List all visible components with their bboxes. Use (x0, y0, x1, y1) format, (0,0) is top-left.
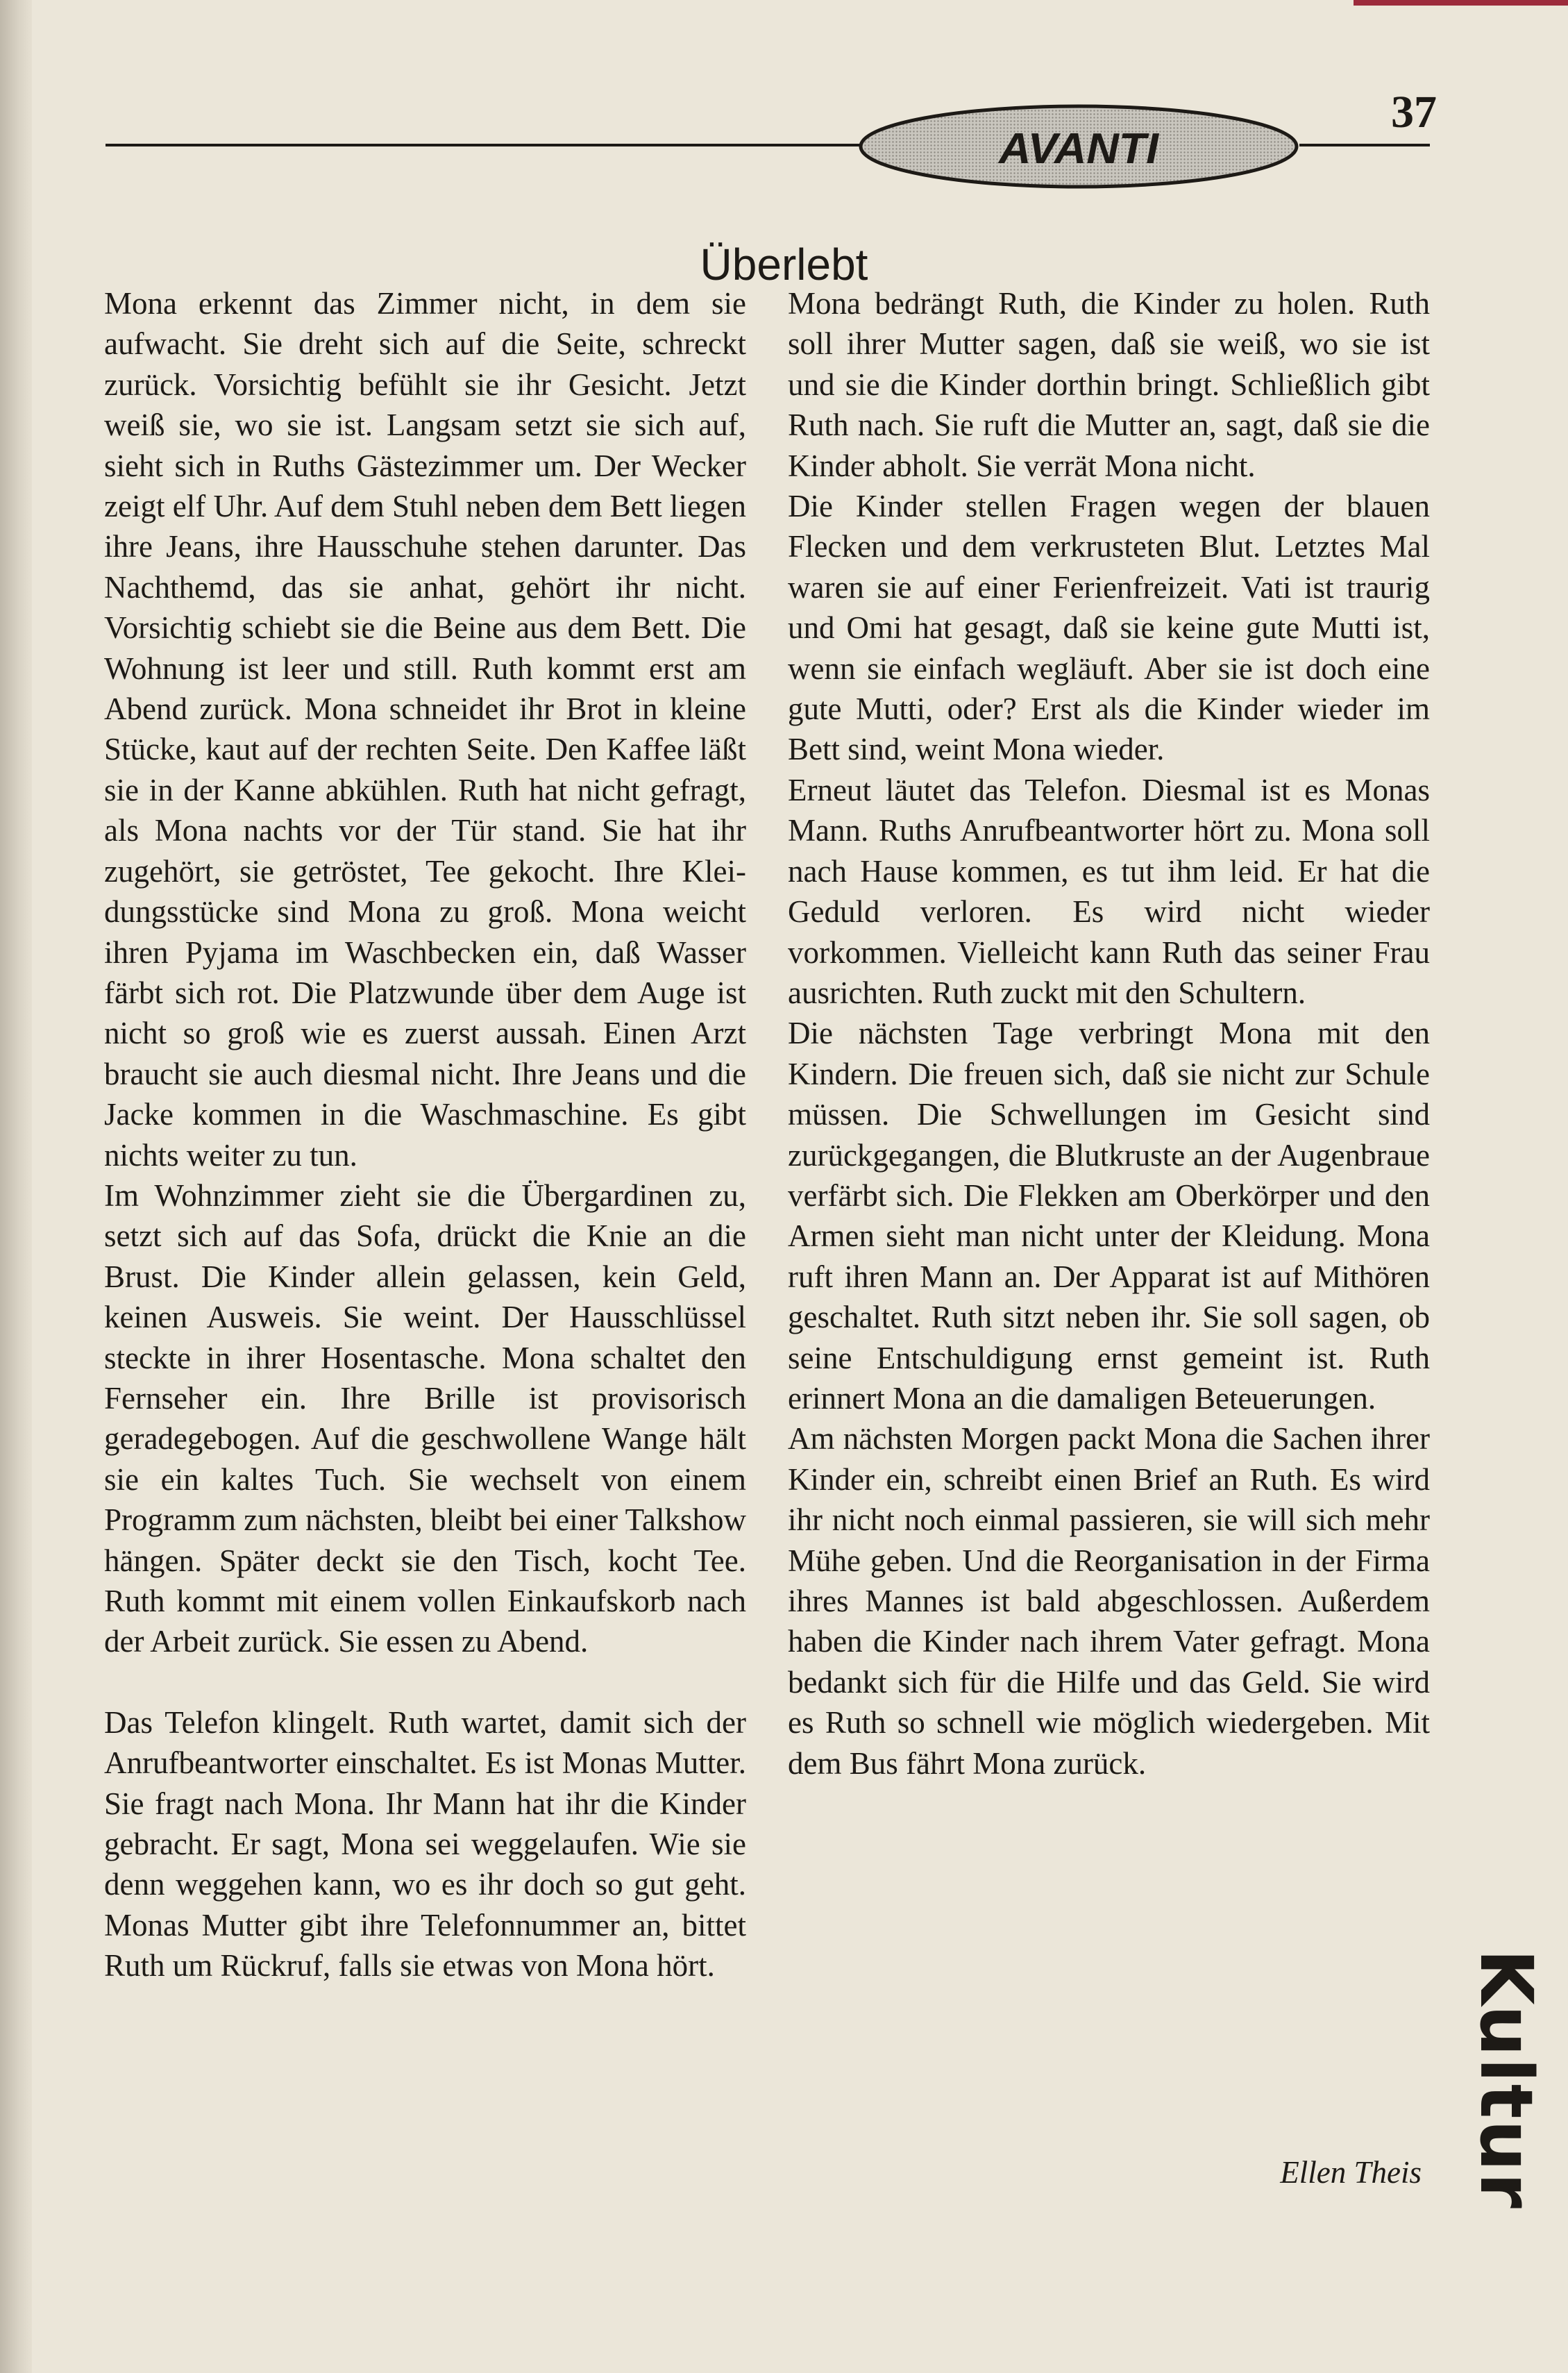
paragraph: Die nächsten Tage verbringt Mona mit den Kindern. Die freuen sich, daß sie nicht zur Schule müssen. Die Schwellungen im Gesicht sind zurückgegangen, die Blutkruste an der Augenbraue verfärbt sich. Die Flekken am Oberkörper und den Armen sieht man nicht unter der Kleidung. Mona ruft ihren Mann an. Der Apparat ist auf Mithören geschaltet. Ruth sitzt neben ihr. Sie soll sagen, ob seine Entschuldigung ernst gemeint ist. Ruth erinnert Mona an die damaligen Beteuerungen. (788, 1016, 1430, 1416)
article-column-left (104, 283, 746, 1986)
paragraph: Im Wohnzimmer zieht sie die Übergardinen zu, setzt sich auf das Sofa, drückt die Knie an die Brust. Die Kinder allein gelassen, kein Geld, keinen Ausweis. Sie weint. Der Hausschlüssel steckte in ihrer Hosentasche. Mona schaltet den Fernseher ein. Ihre Brille ist provisorisch geradegebogen. Auf die geschwollene Wange hält sie ein kaltes Tuch. Sie wechselt von einem Programm zum nächsten, bleibt bei einer Talkshow hängen. Später deckt sie den Tisch, kocht Tee. Ruth kommt mit einem vollen Einkaufskorb nach der Arbeit zurück. Sie essen zu Abend. (104, 1177, 746, 1659)
paragraph: Am nächsten Morgen packt Mona die Sachen ihrer Kinder ein, schreibt einen Brief an Ruth. Es wird ihr nicht noch einmal passieren, sie will sich mehr Mühe geben. Und die Reorganisation in der Firma ihres Mannes ist bald abgeschlossen. Außerdem haben die Kinder nach ihrem Vater gefragt. Mona bedankt sich für die Hilfe und das Geld. Sie wird es Ruth so schnell wie möglich wiedergeben. Mit dem Bus fährt Mona zurück. (788, 1421, 1430, 1781)
paragraph: Erneut läutet das Telefon. Diesmal ist es Monas Mann. Ruths Anrufbeantworter hört zu. Mona soll nach Hause kommen, es tut ihm leid. Er hat die Geduld verloren. Es wird nicht wieder vorkommen. Vielleicht kann Ruth das seiner Frau ausrichten. Ruth zuckt mit den Schultern. (788, 772, 1430, 1010)
section-label-text: Kultur (1464, 1949, 1549, 2210)
paragraph: Das Telefon klingelt. Ruth wartet, damit sich der Anrufbeantworter einschaltet. Es ist Monas Mutter. Sie fragt nach Mona. Ihr Mann hat ihr die Kinder gebracht. Er sagt, Mona sei weggelaufen. Wie sie denn weggehen kann, wo es ihr doch so gut geht. Monas Mutter gibt ihre Telefonnummer an, bittet Ruth um Rückruf, falls sie etwas von Mona hört. (104, 1704, 746, 1984)
page-number: 37 (1391, 87, 1437, 137)
article-author: Ellen Theis (1280, 2155, 1422, 2190)
section-label (1454, 1949, 1558, 2210)
header-rule-left (106, 144, 866, 146)
paragraph: Mona erkennt das Zimmer nicht, in dem sie aufwacht. Sie dreht sich auf die Seite, schreckt zurück. Vorsichtig befühlt sie ihr Gesicht. Jetzt weiß sie, wo sie ist. Langsam setzt sie sich auf, sieht sich in Ruths Gästezimmer um. Der Wecker zeigt elf Uhr. Auf dem Stuhl neben dem Bett liegen ihre Jeans, ihre Hausschuhe stehen darunter. Das Nachthemd, das sie anhat, gehört ihr nicht. Vorsichtig schiebt sie die Beine aus dem Bett. Die Wohnung ist leer und still. Ruth kommt erst am Abend zurück. Mona schneidet ihr Brot in kleine Stücke, kaut auf der rechten Seite. Den Kaffee läßt sie in der Kanne abkühlen. Ruth hat nicht gefragt, als Mona nachts vor der Tür stand. Sie hat ihr zugehört, sie getröstet, Tee gekocht. Ihre Kleidungsstücke sind Mona zu groß. Mona weicht ihren Pyjama im Waschbecken ein, daß Wasser färbt sich rot. Die Platzwunde über dem Auge ist nicht so groß wie es zuerst aussah. Einen Arzt braucht sie auch diesmal nicht. Ihre Jeans und die Jacke kommen in die Waschmaschine. Es gibt nichts weiter zu tun. (104, 286, 746, 1173)
paragraph: Mona bedrängt Ruth, die Kinder zu holen. Ruth soll ihrer Mutter sagen, daß sie weiß, wo sie ist und sie die Kinder dorthin bringt. Schließlich gibt Ruth nach. Sie ruft die Mutter an, sagt, daß sie die Kinder abholt. Sie verrät Mona nicht. (788, 286, 1430, 483)
header-rule-right (1299, 144, 1430, 146)
article-column-right (788, 283, 1430, 1784)
avanti-logo (857, 102, 1301, 191)
page-binding-edge (0, 0, 32, 2373)
logo-text: AVANTI (997, 125, 1160, 173)
article-title: Überlebt (700, 239, 868, 290)
top-edge-strip (1354, 0, 1568, 6)
paragraph: Die Kinder stellen Fragen wegen der blauen Flecken und dem verkrusteten Blut. Letztes Mal waren sie auf einer Ferienfreizeit. Vati ist traurig und Omi hat gesagt, daß sie keine gute Mutti ist, wenn sie einfach wegläuft. Aber sie ist doch eine gute Mutti, oder? Erst als die Kinder wieder im Bett sind, weint Mona wieder. (788, 489, 1430, 767)
